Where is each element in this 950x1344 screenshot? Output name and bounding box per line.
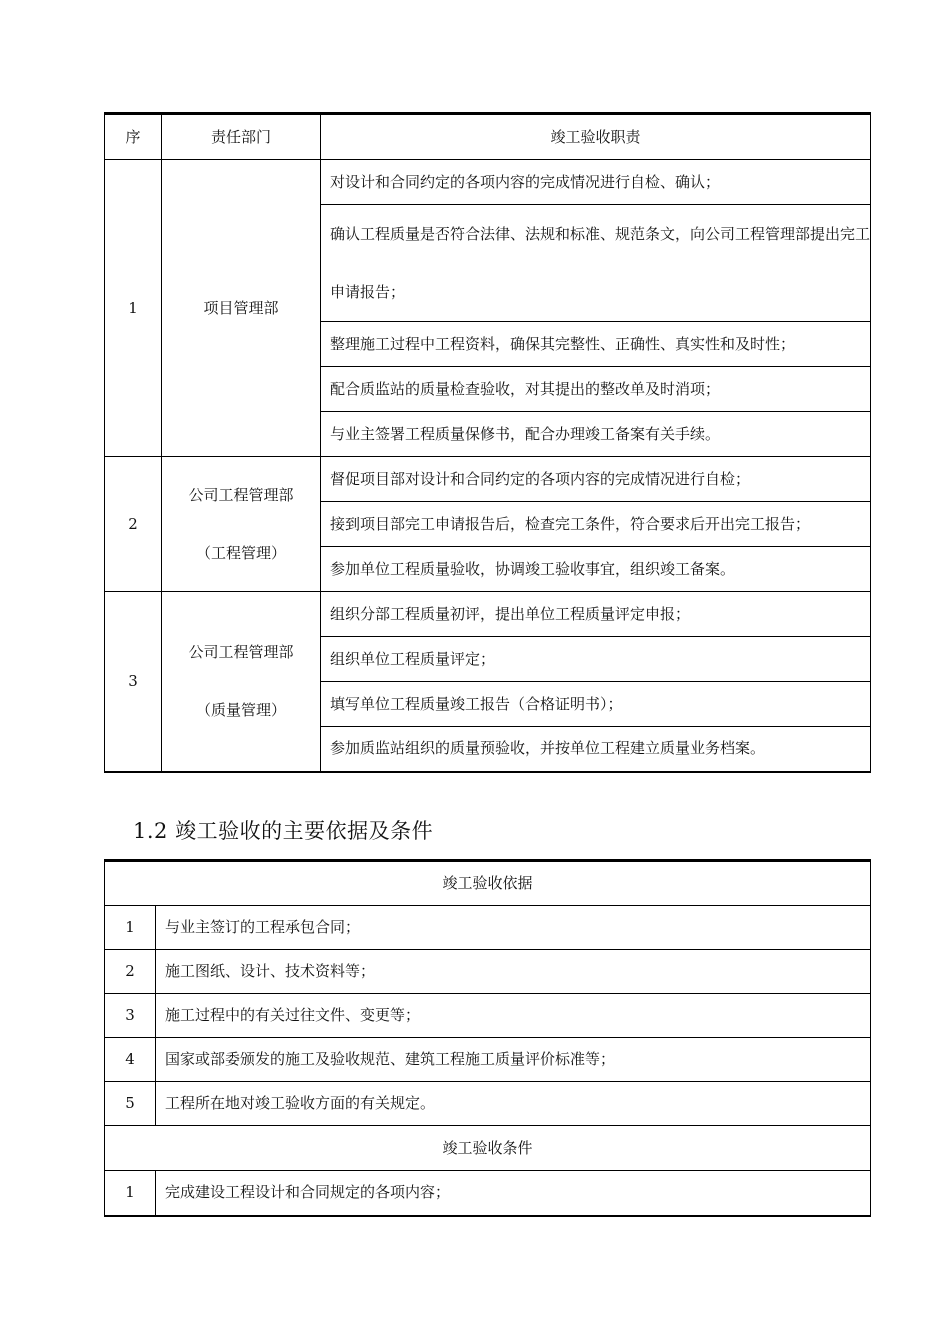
duty-cell: 对设计和合同约定的各项内容的完成情况进行自检、确认； <box>321 160 871 205</box>
header-no: 序 <box>105 114 162 160</box>
table-row <box>105 1082 871 1126</box>
item-text: 施工过程中的有关过往文件、变更等； <box>156 994 871 1038</box>
item-no: 3 <box>105 994 156 1038</box>
duty-cell: 参加质监站组织的质量预验收，并按单位工程建立质量业务档案。 <box>321 727 871 772</box>
table-header-row <box>105 1126 871 1171</box>
duty-cell: 整理施工过程中工程资料，确保其完整性、正确性、真实性和及时性； <box>321 322 871 367</box>
item-text: 完成建设工程设计和合同规定的各项内容； <box>156 1171 871 1216</box>
dept-line: 项目管理部 <box>203 298 279 317</box>
dept-line: 公司工程管理部 <box>188 486 294 504</box>
group-no: 3 <box>105 592 162 772</box>
duty-cell: 参加单位工程质量验收，协调竣工验收事宜，组织竣工备案。 <box>321 547 871 592</box>
dept-line: （工程管理） <box>195 544 286 562</box>
item-no: 4 <box>105 1038 156 1082</box>
header-duties: 竣工验收职责 <box>321 114 871 160</box>
dept-line: 公司工程管理部 <box>188 643 294 662</box>
group-dept <box>162 457 321 592</box>
table-row <box>105 906 871 950</box>
duty-cell: 配合质监站的质量检查验收，对其提出的整改单及时消项； <box>321 367 871 412</box>
table-row <box>105 994 871 1038</box>
item-no: 5 <box>105 1082 156 1126</box>
table-row <box>105 1171 871 1216</box>
basis-header: 竣工验收依据 <box>105 861 871 906</box>
item-text: 与业主签订的工程承包合同； <box>156 906 871 950</box>
duty-cell: 确认工程质量是否符合法律、法规和标准、规范条文，向公司工程管理部提出完工申请报告； <box>321 205 871 322</box>
header-dept: 责任部门 <box>162 114 321 160</box>
responsibility-table <box>104 112 871 773</box>
duty-cell: 督促项目部对设计和合同约定的各项内容的完成情况进行自检； <box>321 457 871 502</box>
duty-cell: 接到项目部完工申请报告后，检查完工条件，符合要求后开出完工报告； <box>321 502 871 547</box>
duty-cell: 组织分部工程质量初评，提出单位工程质量评定申报； <box>321 592 871 637</box>
table-row <box>105 950 871 994</box>
table-row <box>105 457 871 502</box>
conditions-header: 竣工验收条件 <box>105 1126 871 1171</box>
table-row <box>105 592 871 637</box>
item-no: 1 <box>105 906 156 950</box>
section-title: 1.2 竣工验收的主要依据及条件 <box>133 819 434 843</box>
duty-cell: 与业主签署工程质量保修书，配合办理竣工备案有关手续。 <box>321 412 871 457</box>
duty-cell: 组织单位工程质量评定； <box>321 637 871 682</box>
item-text: 施工图纸、设计、技术资料等； <box>156 950 871 994</box>
group-dept <box>162 592 321 772</box>
table-header-row <box>105 861 871 906</box>
item-text: 工程所在地对竣工验收方面的有关规定。 <box>156 1082 871 1126</box>
item-no: 2 <box>105 950 156 994</box>
group-no: 2 <box>105 457 162 592</box>
duty-cell: 填写单位工程质量竣工报告（合格证明书）； <box>321 682 871 727</box>
item-text: 国家或部委颁发的施工及验收规范、建筑工程施工质量评价标准等； <box>156 1038 871 1082</box>
table-row <box>105 1038 871 1082</box>
table-row <box>105 160 871 205</box>
group-no: 1 <box>105 160 162 457</box>
basis-table <box>104 859 871 1217</box>
group-dept <box>162 160 321 457</box>
item-no: 1 <box>105 1171 156 1216</box>
dept-line: （质量管理） <box>195 701 286 720</box>
table-header-row <box>105 114 871 160</box>
